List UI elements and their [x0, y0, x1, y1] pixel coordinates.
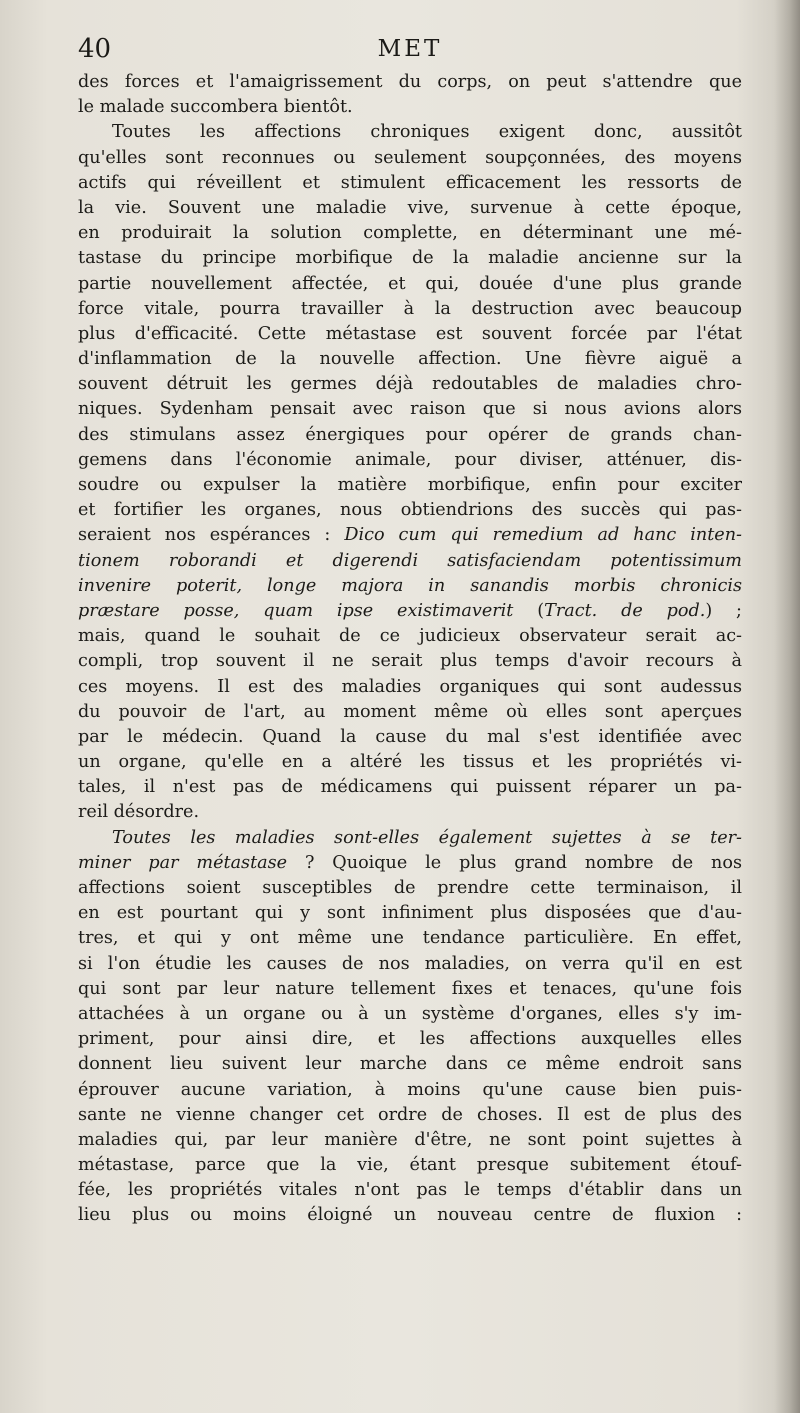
text-line: souvent détruit les germes déjà redoutables de maladies chro-	[78, 374, 742, 395]
italic-segment: invenire poterit, longe majora in sanandis morbis chronicis	[78, 575, 742, 596]
text-line	[78, 574, 742, 599]
text-line: qu'elles sont reconnues ou seulement soupçonnées, des moyens	[78, 147, 742, 168]
italic-segment: tionem roborandi et digerendi satisfaciendam potentissimum	[78, 550, 742, 571]
italic-segment: præstare posse, quam ipse existimaverit	[78, 600, 538, 621]
text-segment: ) ;	[705, 600, 742, 621]
page-header	[78, 34, 742, 68]
text-line: maladies qui, par leur manière d'être, ne sont point sujettes à	[78, 1129, 742, 1150]
text-line: des forces et l'amaigrissement du corps, on peut s'attendre que	[78, 72, 742, 92]
text-line: niques. Sydenham pensait avec raison que si nous avions alors	[78, 399, 742, 420]
text-line: tres, et qui y ont même une tendance particulière. En effet,	[78, 928, 742, 949]
body-text	[78, 70, 742, 1229]
text-line: par le médecin. Quand la cause du mal s'est identifiée avec	[78, 726, 742, 747]
text-segment: (	[537, 600, 545, 621]
text-line: attachées à un organe ou à un système d'organes, elles s'y im-	[78, 1003, 742, 1024]
text-line: affections soient susceptibles de prendre cette terminaison, il	[78, 878, 742, 898]
text-line: actifs qui réveillent et stimulent efficacement les ressorts de	[78, 172, 742, 193]
text-line: tastase du principe morbifique de la maladie ancienne sur la	[78, 248, 742, 269]
text-line: si l'on étudie les causes de nos maladies, on verra qu'il en est	[78, 953, 742, 974]
text-line: qui sont par leur nature tellement fixes et tenaces, qu'une fois	[78, 978, 742, 999]
text-line: la vie. Souvent une maladie vive, survenue à cette époque,	[78, 197, 742, 218]
text-line: sante ne vienne changer cet ordre de choses. Il est de plus des	[78, 1104, 742, 1125]
italic-segment: Toutes les maladies sont-elles également sujettes à se ter-	[112, 827, 742, 848]
text-line: métastase, parce que la vie, étant presque subitement étouf-	[78, 1155, 742, 1176]
text-line: du pouvoir de l'art, au moment même où elles sont aperçues	[78, 701, 742, 722]
text-line: force vitale, pourra travailler à la destruction avec beaucoup	[78, 298, 742, 319]
text-line: et fortifier les organes, nous obtiendrions des succès qui pas-	[78, 500, 742, 521]
text-line: reil désordre.	[78, 802, 200, 823]
page-number: 40	[78, 34, 112, 64]
text-line: partie nouvellement affectée, et qui, douée d'une plus grande	[78, 273, 742, 294]
text-line	[78, 599, 742, 624]
text-line	[78, 826, 742, 851]
text-line: Toutes les affections chroniques exigent donc, aussitôt	[112, 122, 742, 143]
text-line: fée, les propriétés vitales n'ont pas le temps d'établir dans un	[78, 1180, 742, 1201]
text-line: priment, pour ainsi dire, et les affections auxquelles elles	[78, 1029, 742, 1050]
text-line: le malade succombera bientôt.	[78, 97, 353, 118]
text-segment: seraient nos espérances :	[78, 525, 345, 546]
text-line: compli, trop souvent il ne serait plus temps d'avoir recours à	[78, 651, 742, 672]
text-line: des stimulans assez énergiques pour opérer de grands chan-	[78, 424, 742, 445]
text-segment: ? Quoique le plus grand nombre de nos	[287, 852, 742, 873]
text-line: en produirait la solution complette, en déterminant une mé-	[78, 223, 742, 244]
italic-segment: miner par métastase	[78, 852, 288, 873]
text-line: gemens dans l'économie animale, pour diviser, atténuer, dis-	[78, 449, 742, 470]
text-line: lieu plus ou moins éloigné un nouveau centre de fluxion :	[78, 1205, 742, 1226]
text-line: soudre ou expulser la matière morbifique, enfin pour exciter	[78, 475, 742, 495]
text-line: mais, quand le souhait de ce judicieux observateur serait ac-	[78, 626, 742, 647]
running-head: MET	[377, 36, 443, 62]
text-line: donnent lieu suivent leur marche dans ce même endroit sans	[78, 1054, 742, 1075]
text-line: en est pourtant qui y sont infiniment plus disposées que d'au-	[78, 903, 742, 924]
text-line: d'inflammation de la nouvelle affection. Une fièvre aiguë a	[78, 349, 742, 370]
italic-segment: Dico cum qui remedium ad hanc inten-	[344, 525, 742, 546]
text-line	[78, 523, 742, 548]
text-line: éprouver aucune variation, à moins qu'une cause bien puis-	[78, 1079, 742, 1100]
text-line	[78, 549, 742, 574]
text-line: plus d'efficacité. Cette métastase est souvent forcée par l'état	[78, 323, 742, 344]
text-line: tales, il n'est pas de médicamens qui puissent réparer un pa-	[78, 777, 742, 798]
text-line	[78, 851, 742, 876]
text-line: ces moyens. Il est des maladies organiques qui sont audessus	[78, 676, 742, 697]
text-line: un organe, qu'elle en a altéré les tissus et les propriétés vi-	[78, 752, 742, 773]
page-edge-shadow	[774, 0, 800, 1413]
italic-segment: Tract. de pod.	[544, 600, 706, 621]
